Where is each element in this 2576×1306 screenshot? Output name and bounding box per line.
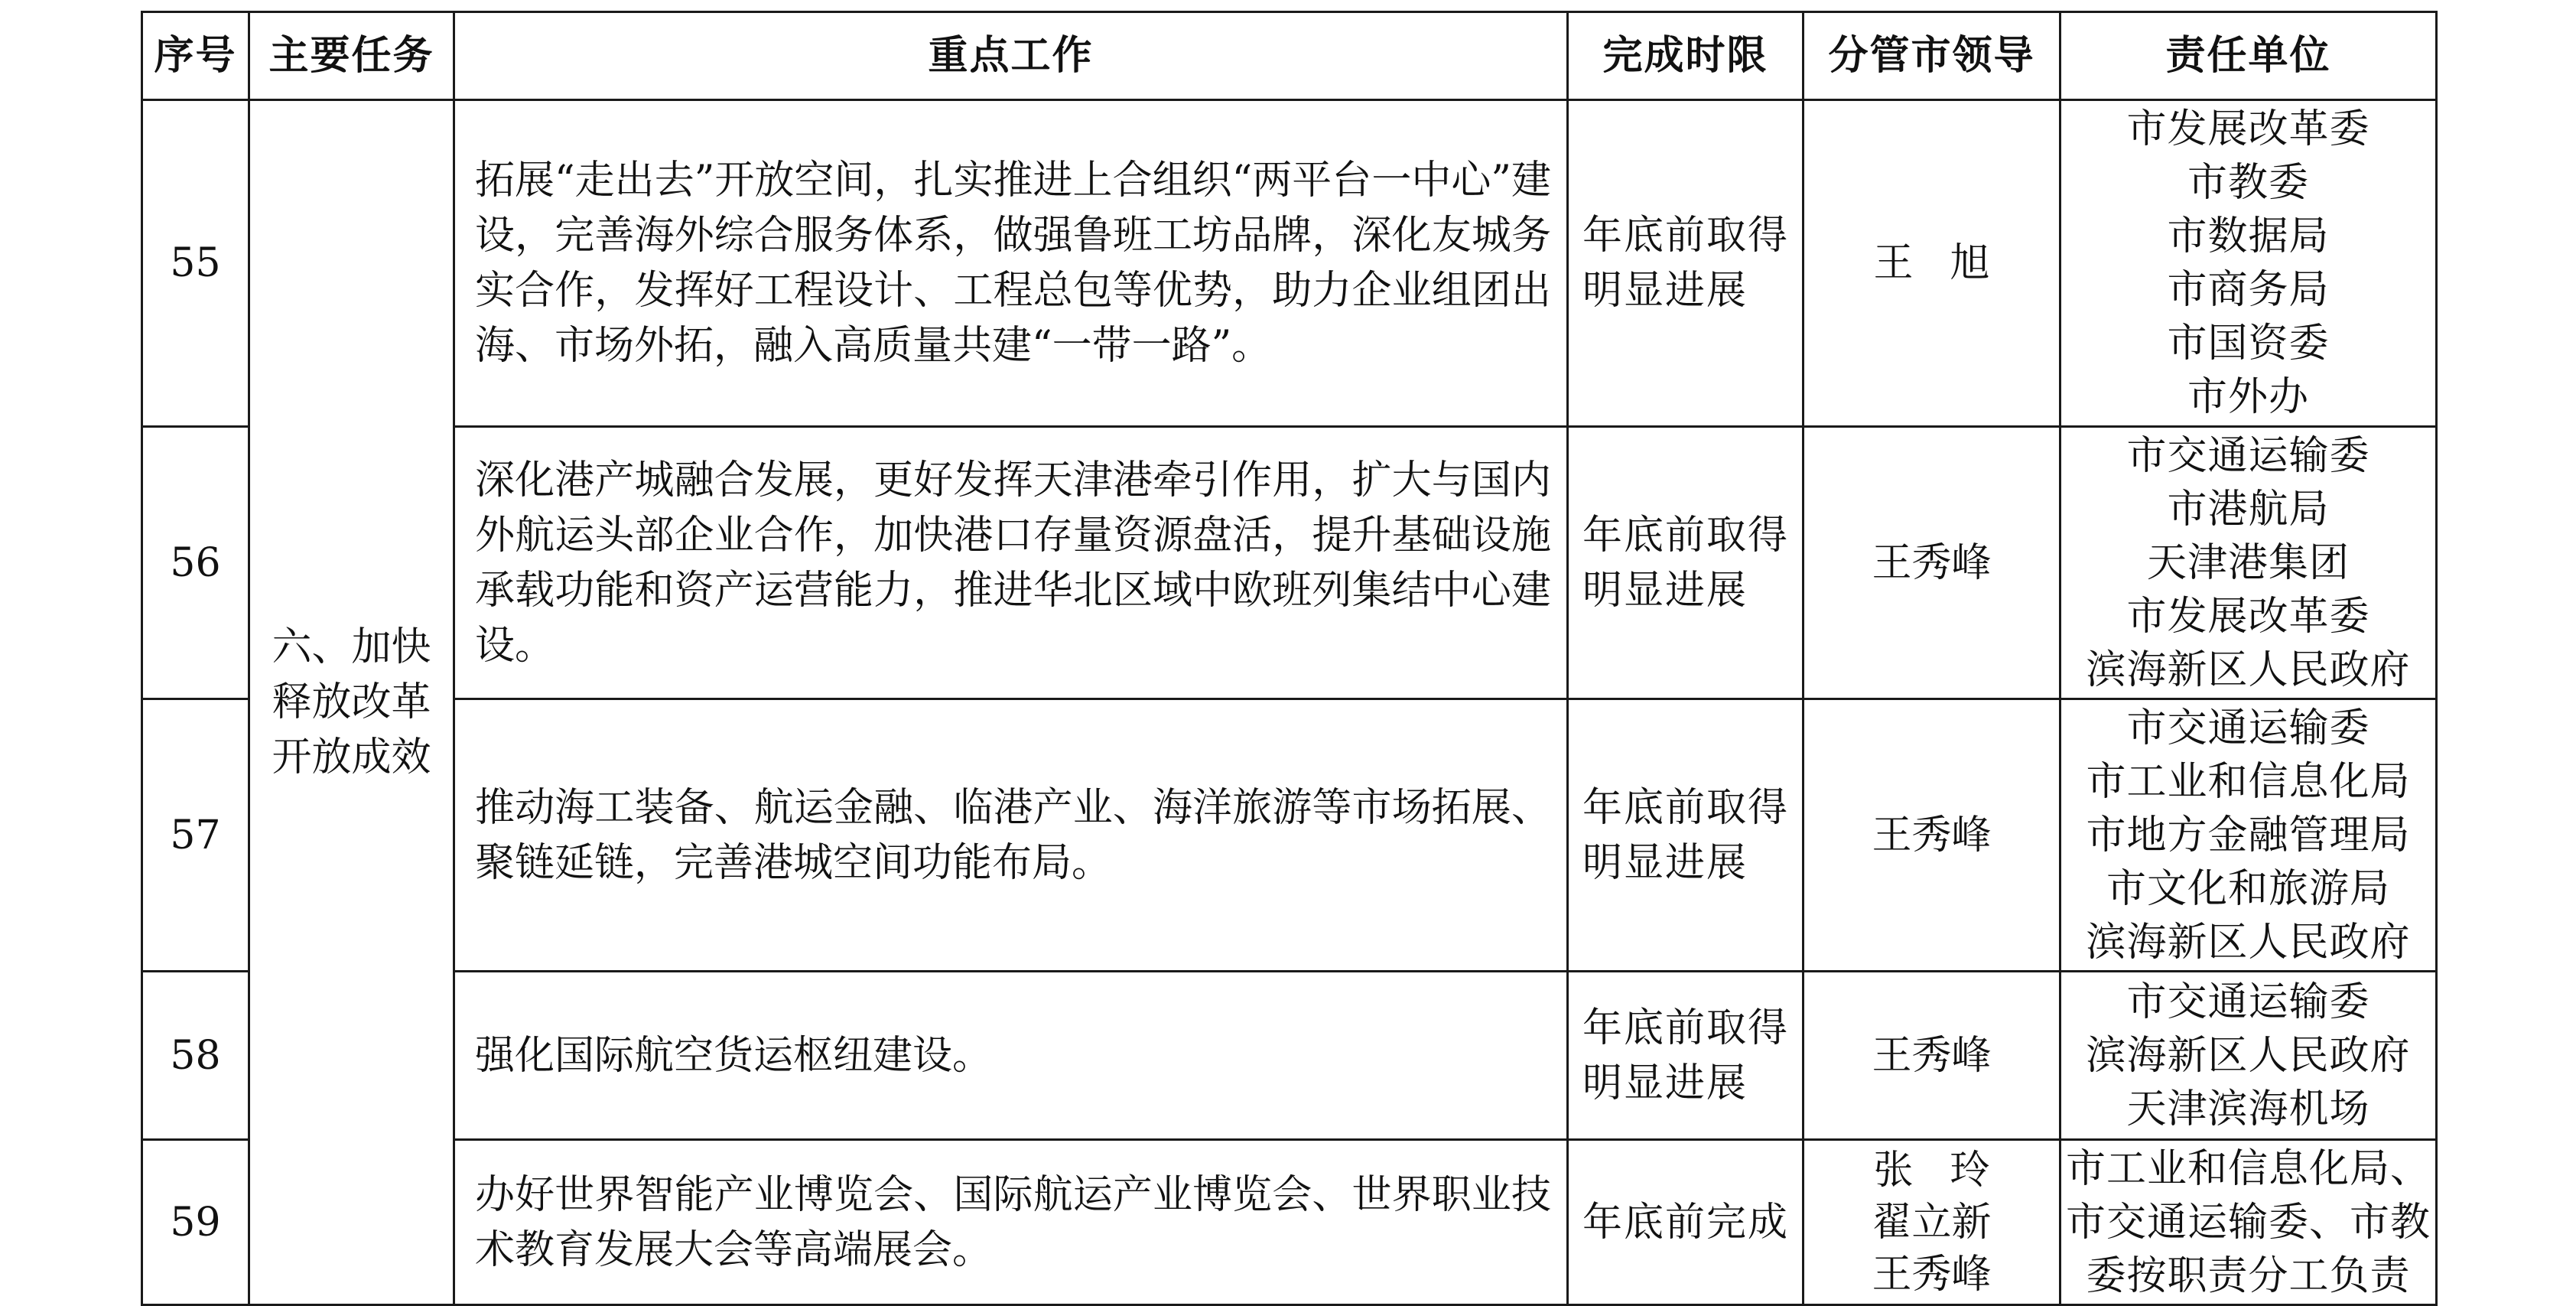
work-cell: 推动海工装备、航运金融、临港产业、海洋旅游等市场拓展、聚链延链，完善港城空间功能布局。 bbox=[454, 699, 1568, 972]
unit-cell bbox=[2060, 699, 2437, 972]
unit-name: 市交通运输委、市教 bbox=[2065, 1199, 2431, 1246]
header-deadline: 完成时限 bbox=[1568, 12, 1804, 100]
table-row bbox=[142, 100, 2437, 427]
header-task: 主要任务 bbox=[249, 12, 454, 100]
deadline-cell: 年底前取得明显进展 bbox=[1568, 427, 1804, 699]
unit-cell bbox=[2060, 1140, 2437, 1305]
unit-name: 滨海新区人民政府 bbox=[2086, 1032, 2411, 1079]
row-number: 56 bbox=[142, 427, 249, 699]
unit-name: 天津港集团 bbox=[2146, 539, 2350, 586]
leader-cell bbox=[1804, 1140, 2060, 1305]
table-row bbox=[142, 427, 2437, 699]
header-row bbox=[142, 12, 2437, 100]
deadline-cell: 年底前取得明显进展 bbox=[1568, 699, 1804, 972]
leader-name: 王秀峰 bbox=[1872, 812, 1992, 858]
leader-cell bbox=[1804, 427, 2060, 699]
task-table bbox=[141, 11, 2438, 1306]
unit-name: 天津滨海机场 bbox=[2126, 1086, 2370, 1132]
leader-cell bbox=[1804, 100, 2060, 427]
table-row bbox=[142, 972, 2437, 1140]
leader-name: 王秀峰 bbox=[1872, 539, 1992, 586]
unit-name: 市发展改革委 bbox=[2126, 593, 2370, 640]
unit-name: 市发展改革委 bbox=[2126, 106, 2370, 152]
work-cell: 深化港产城融合发展，更好发挥天津港牵引作用，扩大与国内外航运头部企业合作，加快港口存量资源盘活，提升基础设施承载功能和资产运营能力，推进华北区域中欧班列集结中心建设。 bbox=[454, 427, 1568, 699]
leader-name: 王秀峰 bbox=[1872, 1032, 1992, 1079]
unit-name: 市数据局 bbox=[2167, 213, 2330, 259]
unit-cell bbox=[2060, 972, 2437, 1140]
work-cell: 拓展“走出去”开放空间，扎实推进上合组织“两平台一中心”建设，完善海外综合服务体系，做强鲁班工坊品牌，深化友城务实合作，发挥好工程设计、工程总包等优势，助力企业组团出海、市场外拓，融入高质量共建“一带一路”。 bbox=[454, 100, 1568, 427]
unit-name: 市交通运输委 bbox=[2126, 705, 2370, 751]
header-no: 序号 bbox=[142, 12, 249, 100]
unit-name: 市教委 bbox=[2187, 160, 2309, 206]
unit-name: 市交通运输委 bbox=[2126, 432, 2370, 479]
unit-name: 市港航局 bbox=[2167, 486, 2330, 532]
deadline-cell: 年底前取得明显进展 bbox=[1568, 100, 1804, 427]
work-cell: 强化国际航空货运枢纽建设。 bbox=[454, 972, 1568, 1140]
unit-name: 滨海新区人民政府 bbox=[2086, 919, 2411, 966]
deadline-cell: 年底前完成 bbox=[1568, 1140, 1804, 1305]
leader-name: 王秀峰 bbox=[1872, 1251, 1992, 1298]
unit-name: 委按职责分工负责 bbox=[2086, 1252, 2411, 1299]
unit-cell bbox=[2060, 100, 2437, 427]
leader-name: 王旭 bbox=[1873, 240, 2027, 286]
leader-name: 张玲 bbox=[1873, 1147, 2027, 1194]
row-number: 58 bbox=[142, 972, 249, 1140]
unit-name: 滨海新区人民政府 bbox=[2086, 646, 2411, 693]
unit-name: 市交通运输委 bbox=[2126, 979, 2370, 1025]
deadline-cell: 年底前取得明显进展 bbox=[1568, 972, 1804, 1140]
header-leader: 分管市领导 bbox=[1804, 12, 2060, 100]
row-number: 55 bbox=[142, 100, 249, 427]
row-number: 57 bbox=[142, 699, 249, 972]
unit-name: 市国资委 bbox=[2167, 321, 2330, 366]
header-unit: 责任单位 bbox=[2060, 12, 2437, 100]
unit-name: 市工业和信息化局 bbox=[2086, 758, 2411, 805]
unit-cell bbox=[2060, 427, 2437, 699]
unit-name: 市地方金融管理局 bbox=[2086, 812, 2411, 858]
leader-name: 翟立新 bbox=[1872, 1199, 1992, 1246]
row-number: 59 bbox=[142, 1140, 249, 1305]
leader-cell bbox=[1804, 699, 2060, 972]
leader-cell bbox=[1804, 972, 2060, 1140]
unit-name: 市工业和信息化局、 bbox=[2065, 1145, 2431, 1192]
work-cell: 办好世界智能产业博览会、国际航运产业博览会、世界职业技术教育发展大会等高端展会。 bbox=[454, 1140, 1568, 1305]
main-task-cell: 六、加快释放改革开放成效 bbox=[249, 100, 454, 1305]
unit-name: 市文化和旅游局 bbox=[2106, 865, 2390, 912]
table-row bbox=[142, 1140, 2437, 1305]
unit-name: 市外办 bbox=[2187, 374, 2309, 420]
header-work: 重点工作 bbox=[454, 12, 1568, 100]
unit-name: 市商务局 bbox=[2167, 267, 2330, 313]
table-row bbox=[142, 699, 2437, 972]
